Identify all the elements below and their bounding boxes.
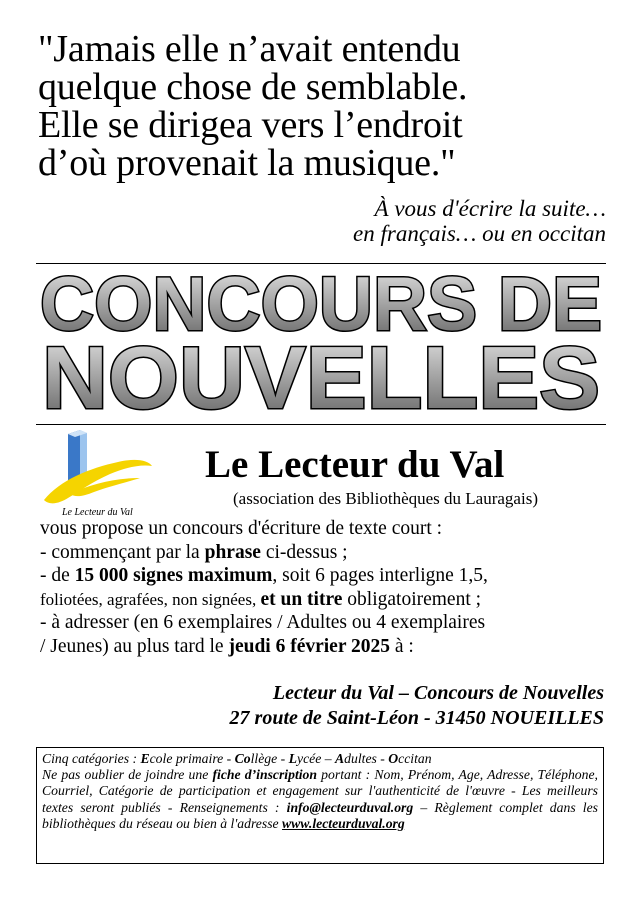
invitation-text [353, 196, 606, 246]
registration-paragraph [42, 767, 598, 832]
text-bold: A [335, 751, 345, 766]
description-item-phrase [40, 541, 620, 565]
info-box [36, 747, 604, 864]
text-segment: ci-dessus ; [260, 541, 348, 563]
address-line-1: Lecteur du Val – Concours de Nouvelles [272, 682, 604, 704]
description-item-length [40, 564, 620, 588]
book-logo-icon [40, 428, 160, 518]
text-segment: foliotées, agrafées, non signées, [40, 589, 261, 609]
description-item-deadline [40, 635, 620, 659]
text-segment: Ne pas oublier de joindre une [42, 767, 213, 783]
contest-description [40, 517, 620, 658]
quote-line: "Jamais elle n’avait entendu [38, 28, 461, 70]
quote-line: d’où provenait la musique." [38, 142, 456, 184]
description-intro: vous propose un concours d'écriture de texte court : [40, 518, 443, 539]
text-segment: / Jeunes) au plus tard le [40, 635, 229, 657]
text-segment: obligatoirement ; [342, 588, 482, 610]
text-segment: , soit 6 pages interligne 1,5, [272, 565, 488, 586]
quote-line: Elle se dirigea vers l’endroit [38, 104, 463, 146]
logo-caption: Le Lecteur du Val [62, 507, 133, 518]
association-name: Le Lecteur du Val [205, 443, 505, 486]
contest-title-graphic [36, 268, 606, 418]
text-segment: cole primaire - [149, 751, 235, 766]
text-bold: jeudi 6 février 2025 [228, 635, 391, 657]
categories-line [42, 751, 598, 767]
invitation-line-2: en français… ou en occitan [353, 221, 606, 246]
text-segment: Cinq catégories : [42, 751, 141, 766]
text-segment: - commençant par la [40, 541, 205, 563]
text-bold: E [140, 751, 150, 766]
quote-line: quelque chose de semblable. [38, 66, 468, 108]
text-segment: à : [390, 635, 414, 657]
website-link[interactable]: www.lecteurduval.org [282, 815, 405, 831]
text-segment: – Règlement complet dans les bibliothèques du réseau ou bien à l'adresse [42, 799, 599, 831]
top-divider [36, 263, 606, 264]
text-bold: fiche d’inscription [212, 767, 318, 783]
middle-divider [36, 424, 606, 425]
text-bold: 15 000 signes maximum [74, 565, 273, 586]
text-bold: Co [234, 751, 251, 766]
email-link[interactable]: info@lecteurduval.org [286, 799, 414, 815]
text-segment: llège - [250, 751, 289, 766]
opening-quote [38, 30, 618, 182]
text-segment: portant : Nom, Prénom, Age, Adresse, Téléphone, Courriel, Catégorie de participation et engagement sur l'authenticité de l'œuvre - Les meilleurs textes seront publiés - Renseignements : [42, 767, 598, 815]
address-line-2: 27 route de Saint-Léon - 31450 NOUEILLES [229, 707, 604, 729]
text-segment: ycée – [297, 751, 336, 766]
text-segment: dultes - [344, 751, 389, 766]
text-segment: ccitan [398, 751, 432, 766]
text-bold: O [388, 751, 399, 766]
text-bold: phrase [204, 541, 261, 563]
text-segment: - de [40, 565, 75, 586]
text-bold: et un titre [260, 588, 343, 610]
association-subtitle: (association des Bibliothèques du Lauragais) [233, 489, 538, 508]
description-item-copies: - à adresser (en 6 exemplaires / Adultes ou 4 exemplaires [40, 612, 486, 633]
title-line-1: CONCOURS DE [40, 268, 602, 347]
description-item-format [40, 588, 620, 612]
mailing-address [230, 681, 604, 731]
text-bold: L [288, 751, 298, 766]
invitation-line-1: À vous d'écrire la suite… [374, 196, 606, 221]
association-logo [40, 428, 160, 518]
contest-title [36, 268, 606, 418]
title-line-2: NOUVELLES [42, 328, 600, 418]
